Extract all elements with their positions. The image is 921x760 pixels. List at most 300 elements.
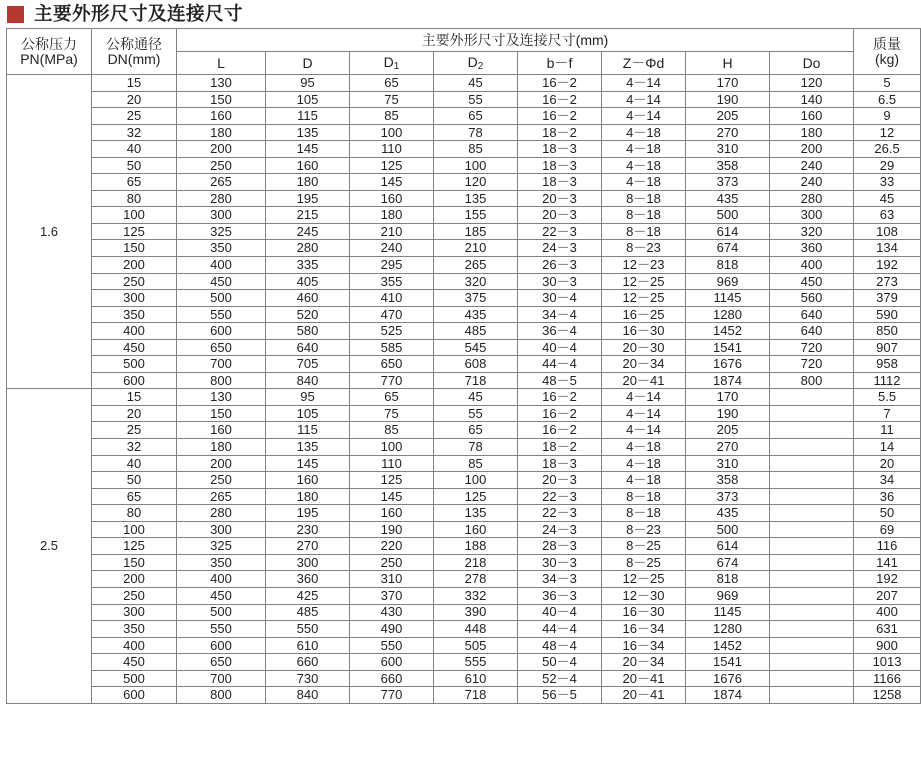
cell: 650 — [350, 356, 434, 373]
cell: 200 — [92, 257, 177, 274]
cell: 200 — [92, 571, 177, 588]
cell: 32 — [92, 439, 177, 456]
cell: 190 — [686, 405, 770, 422]
cell: 300 — [770, 207, 854, 224]
cell: 44－4 — [518, 621, 602, 638]
cell: 116 — [854, 538, 921, 555]
cell: 770 — [350, 372, 434, 389]
cell: 373 — [686, 488, 770, 505]
table-row — [7, 190, 921, 207]
cell: 22－3 — [518, 488, 602, 505]
cell: 400 — [177, 571, 266, 588]
cell: 200 — [177, 141, 266, 158]
cell: 45 — [854, 190, 921, 207]
cell: 350 — [92, 621, 177, 638]
table-row — [7, 505, 921, 522]
cell: 640 — [266, 339, 350, 356]
cell — [770, 472, 854, 489]
cell: 350 — [177, 554, 266, 571]
cell — [770, 455, 854, 472]
cell: 44－4 — [518, 356, 602, 373]
cell: 435 — [686, 190, 770, 207]
cell: 410 — [350, 290, 434, 307]
cell: 4－18 — [602, 174, 686, 191]
cell: 100 — [92, 207, 177, 224]
cell: 26.5 — [854, 141, 921, 158]
table-row — [7, 604, 921, 621]
table-row — [7, 670, 921, 687]
cell: 65 — [350, 389, 434, 406]
cell: 700 — [177, 356, 266, 373]
cell: 555 — [434, 654, 518, 671]
cell: 25 — [92, 108, 177, 125]
cell: 56－5 — [518, 687, 602, 704]
cell: 28－3 — [518, 538, 602, 555]
cell: 160 — [434, 521, 518, 538]
cell: 120 — [434, 174, 518, 191]
cell: 16－2 — [518, 405, 602, 422]
cell: 4－14 — [602, 422, 686, 439]
cell: 180 — [266, 174, 350, 191]
table-row — [7, 290, 921, 307]
cell: 8－18 — [602, 190, 686, 207]
cell: 33 — [854, 174, 921, 191]
cell: 800 — [770, 372, 854, 389]
cell: 500 — [686, 521, 770, 538]
table-row — [7, 240, 921, 257]
cell: 373 — [686, 174, 770, 191]
table-row — [7, 157, 921, 174]
cell — [770, 571, 854, 588]
cell: 300 — [177, 521, 266, 538]
cell: 40 — [92, 455, 177, 472]
cell: 55 — [434, 91, 518, 108]
cell: 12－25 — [602, 273, 686, 290]
cell: 135 — [434, 190, 518, 207]
cell: 24－3 — [518, 240, 602, 257]
cell: 1676 — [686, 356, 770, 373]
cell: 525 — [350, 323, 434, 340]
cell: 190 — [350, 521, 434, 538]
cell: 63 — [854, 207, 921, 224]
cell: 135 — [266, 439, 350, 456]
cell: 300 — [92, 604, 177, 621]
cell: 85 — [434, 455, 518, 472]
cell: 80 — [92, 190, 177, 207]
cell: 130 — [177, 75, 266, 92]
cell: 1874 — [686, 372, 770, 389]
cell: 718 — [434, 687, 518, 704]
cell: 69 — [854, 521, 921, 538]
cell: 160 — [350, 190, 434, 207]
cell: 1258 — [854, 687, 921, 704]
cell: 8－18 — [602, 488, 686, 505]
cell: 505 — [434, 637, 518, 654]
cell: 500 — [92, 356, 177, 373]
cell: 4－18 — [602, 124, 686, 141]
cell: 12－23 — [602, 257, 686, 274]
cell: 29 — [854, 157, 921, 174]
cell: 16－25 — [602, 306, 686, 323]
cell: 100 — [434, 472, 518, 489]
table-row — [7, 587, 921, 604]
cell: 134 — [854, 240, 921, 257]
cell: 50 — [92, 157, 177, 174]
cell: 24－3 — [518, 521, 602, 538]
cell: 8－18 — [602, 505, 686, 522]
cell: 150 — [177, 405, 266, 422]
cell: 705 — [266, 356, 350, 373]
cell: 310 — [686, 141, 770, 158]
cell: 105 — [266, 91, 350, 108]
cell: 125 — [92, 223, 177, 240]
cell: 500 — [177, 604, 266, 621]
cell: 600 — [177, 637, 266, 654]
cell: 1166 — [854, 670, 921, 687]
dimensions-table — [6, 28, 921, 704]
cell: 190 — [686, 91, 770, 108]
cell: 280 — [770, 190, 854, 207]
cell: 48－5 — [518, 372, 602, 389]
cell: 358 — [686, 157, 770, 174]
cell: 720 — [770, 356, 854, 373]
cell: 250 — [92, 273, 177, 290]
cell: 18－3 — [518, 174, 602, 191]
cell: 20－34 — [602, 356, 686, 373]
cell: 141 — [854, 554, 921, 571]
cell: 640 — [770, 323, 854, 340]
header-nominal-diameter-line1: 公称通径 — [106, 35, 162, 52]
cell: 50 — [854, 505, 921, 522]
table-row — [7, 372, 921, 389]
cell: 969 — [686, 587, 770, 604]
cell: 12 — [854, 124, 921, 141]
table-row — [7, 472, 921, 489]
cell: 8－23 — [602, 240, 686, 257]
cell: 245 — [266, 223, 350, 240]
cell: 11 — [854, 422, 921, 439]
cell: 150 — [92, 240, 177, 257]
cell: 610 — [266, 637, 350, 654]
cell: 160 — [770, 108, 854, 125]
table-row — [7, 306, 921, 323]
cell: 358 — [686, 472, 770, 489]
cell: 265 — [177, 174, 266, 191]
cell — [770, 521, 854, 538]
cell: 135 — [434, 505, 518, 522]
cell: 8－25 — [602, 554, 686, 571]
cell: 7 — [854, 405, 921, 422]
table-row — [7, 207, 921, 224]
cell: 78 — [434, 439, 518, 456]
cell: 325 — [177, 538, 266, 555]
pn-value-2.5: 2.5 — [7, 389, 92, 703]
cell: 85 — [434, 141, 518, 158]
cell: 40 — [92, 141, 177, 158]
cell: 1452 — [686, 637, 770, 654]
cell: 50 — [92, 472, 177, 489]
cell: 95 — [266, 389, 350, 406]
cell: 280 — [266, 240, 350, 257]
cell: 20 — [92, 91, 177, 108]
table-row — [7, 621, 921, 638]
header-mass-line1: 质量 — [873, 35, 902, 52]
cell: 425 — [266, 587, 350, 604]
cell: 907 — [854, 339, 921, 356]
cell: 220 — [350, 538, 434, 555]
cell — [770, 488, 854, 505]
cell: 100 — [350, 124, 434, 141]
red-square-marker-icon — [7, 6, 24, 23]
cell: 215 — [266, 207, 350, 224]
cell: 700 — [177, 670, 266, 687]
cell: 20－30 — [602, 339, 686, 356]
cell: 240 — [770, 174, 854, 191]
cell: 600 — [92, 687, 177, 704]
cell: 65 — [92, 174, 177, 191]
cell: 450 — [177, 587, 266, 604]
cell: 150 — [92, 554, 177, 571]
header-col-L: L — [177, 52, 266, 75]
cell: 22－3 — [518, 223, 602, 240]
cell: 460 — [266, 290, 350, 307]
cell: 550 — [177, 306, 266, 323]
cell — [770, 389, 854, 406]
cell: 320 — [434, 273, 518, 290]
cell: 100 — [350, 439, 434, 456]
cell: 95 — [266, 75, 350, 92]
cell: 40－4 — [518, 604, 602, 621]
cell: 18－3 — [518, 141, 602, 158]
cell: 600 — [177, 323, 266, 340]
cell: 16－34 — [602, 621, 686, 638]
cell — [770, 505, 854, 522]
cell: 631 — [854, 621, 921, 638]
cell: 818 — [686, 571, 770, 588]
table-row — [7, 356, 921, 373]
table-row — [7, 108, 921, 125]
table-row — [7, 141, 921, 158]
cell: 160 — [266, 157, 350, 174]
cell: 150 — [177, 91, 266, 108]
table-row — [7, 389, 921, 406]
cell: 25 — [92, 422, 177, 439]
cell: 18－3 — [518, 455, 602, 472]
header-nominal-diameter-line2: DN(mm) — [107, 50, 161, 67]
header-nominal-pressure-line2: PN(MPa) — [20, 50, 78, 67]
header-col-Do: Do — [770, 52, 854, 75]
header-col-D2: $D_2$ — [434, 52, 518, 75]
cell: 20－41 — [602, 687, 686, 704]
cell: 520 — [266, 306, 350, 323]
cell: 1676 — [686, 670, 770, 687]
cell: 580 — [266, 323, 350, 340]
header-group-main-dimensions: 主要外形尺寸及连接尺寸(mm) — [177, 29, 854, 52]
header-nominal-pressure-line1: 公称压力 — [21, 35, 77, 52]
cell: 650 — [177, 654, 266, 671]
cell: 660 — [266, 654, 350, 671]
cell: 360 — [770, 240, 854, 257]
table-row — [7, 637, 921, 654]
cell: 585 — [350, 339, 434, 356]
cell: 8－18 — [602, 223, 686, 240]
cell: 20－41 — [602, 670, 686, 687]
table-row — [7, 223, 921, 240]
cell: 500 — [686, 207, 770, 224]
cell: 800 — [177, 687, 266, 704]
header-col-D1: $D_1$ — [350, 52, 434, 75]
cell: 600 — [92, 372, 177, 389]
cell: 65 — [92, 488, 177, 505]
cell: 16－2 — [518, 108, 602, 125]
cell: 320 — [770, 223, 854, 240]
table-row — [7, 273, 921, 290]
cell: 26－3 — [518, 257, 602, 274]
cell: 16－2 — [518, 389, 602, 406]
cell: 30－3 — [518, 273, 602, 290]
cell: 400 — [92, 323, 177, 340]
header-mass-line2: (kg) — [874, 50, 900, 67]
cell: 400 — [177, 257, 266, 274]
cell: 75 — [350, 91, 434, 108]
cell: 1112 — [854, 372, 921, 389]
cell: 16－30 — [602, 323, 686, 340]
header-row-top — [7, 29, 921, 52]
cell: 125 — [92, 538, 177, 555]
cell: 4－18 — [602, 157, 686, 174]
cell: 36－4 — [518, 323, 602, 340]
cell: 20－3 — [518, 472, 602, 489]
cell: 850 — [854, 323, 921, 340]
header-nominal-pressure — [7, 29, 92, 75]
header-col-b-f: b－f — [518, 52, 602, 75]
cell: 45 — [434, 389, 518, 406]
cell: 180 — [266, 488, 350, 505]
cell: 485 — [266, 604, 350, 621]
cell: 36 — [854, 488, 921, 505]
cell: 310 — [686, 455, 770, 472]
cell: 500 — [177, 290, 266, 307]
cell: 405 — [266, 273, 350, 290]
cell — [770, 687, 854, 704]
cell: 332 — [434, 587, 518, 604]
cell: 5 — [854, 75, 921, 92]
cell: 65 — [434, 422, 518, 439]
cell: 400 — [770, 257, 854, 274]
table-row — [7, 654, 921, 671]
table-row — [7, 571, 921, 588]
table-row — [7, 257, 921, 274]
cell: 135 — [266, 124, 350, 141]
table-row — [7, 91, 921, 108]
cell: 110 — [350, 455, 434, 472]
cell: 45 — [434, 75, 518, 92]
cell: 50－4 — [518, 654, 602, 671]
cell: 170 — [686, 389, 770, 406]
cell: 608 — [434, 356, 518, 373]
table-row — [7, 554, 921, 571]
cell: 230 — [266, 521, 350, 538]
cell: 900 — [854, 637, 921, 654]
cell: 200 — [177, 455, 266, 472]
cell: 36－3 — [518, 587, 602, 604]
cell: 335 — [266, 257, 350, 274]
cell: 65 — [350, 75, 434, 92]
cell: 207 — [854, 587, 921, 604]
section-title-text: 主要外形尺寸及连接尺寸 — [34, 2, 244, 24]
cell: 640 — [770, 306, 854, 323]
cell: 375 — [434, 290, 518, 307]
pn-value-1.6: 1.6 — [7, 75, 92, 389]
cell: 100 — [92, 521, 177, 538]
cell: 840 — [266, 372, 350, 389]
cell: 400 — [854, 604, 921, 621]
cell: 1145 — [686, 290, 770, 307]
cell: 108 — [854, 223, 921, 240]
cell: 600 — [350, 654, 434, 671]
cell: 218 — [434, 554, 518, 571]
cell: 280 — [177, 190, 266, 207]
cell: 85 — [350, 422, 434, 439]
cell: 614 — [686, 538, 770, 555]
header-nominal-diameter — [92, 29, 177, 75]
cell: 205 — [686, 422, 770, 439]
cell: 115 — [266, 422, 350, 439]
cell: 75 — [350, 405, 434, 422]
cell: 614 — [686, 223, 770, 240]
table-row — [7, 75, 921, 92]
cell: 800 — [177, 372, 266, 389]
table-row — [7, 538, 921, 555]
cell: 16－2 — [518, 75, 602, 92]
table-row — [7, 687, 921, 704]
table-row — [7, 124, 921, 141]
cell: 180 — [770, 124, 854, 141]
cell: 8－25 — [602, 538, 686, 555]
cell: 550 — [177, 621, 266, 638]
cell: 185 — [434, 223, 518, 240]
cell: 205 — [686, 108, 770, 125]
table-row — [7, 405, 921, 422]
cell — [770, 654, 854, 671]
cell: 4－18 — [602, 439, 686, 456]
cell: 80 — [92, 505, 177, 522]
cell: 560 — [770, 290, 854, 307]
cell: 969 — [686, 273, 770, 290]
cell: 6.5 — [854, 91, 921, 108]
cell: 188 — [434, 538, 518, 555]
cell: 360 — [266, 571, 350, 588]
cell — [770, 538, 854, 555]
cell: 1280 — [686, 306, 770, 323]
cell: 180 — [350, 207, 434, 224]
cell: 485 — [434, 323, 518, 340]
cell: 195 — [266, 190, 350, 207]
cell: 448 — [434, 621, 518, 638]
cell: 145 — [266, 455, 350, 472]
cell: 9 — [854, 108, 921, 125]
cell: 610 — [434, 670, 518, 687]
cell: 55 — [434, 405, 518, 422]
cell: 1541 — [686, 654, 770, 671]
cell: 30－3 — [518, 554, 602, 571]
cell: 105 — [266, 405, 350, 422]
table-header — [7, 29, 921, 75]
cell: 1280 — [686, 621, 770, 638]
cell: 15 — [92, 389, 177, 406]
cell: 22－3 — [518, 505, 602, 522]
cell: 4－14 — [602, 75, 686, 92]
